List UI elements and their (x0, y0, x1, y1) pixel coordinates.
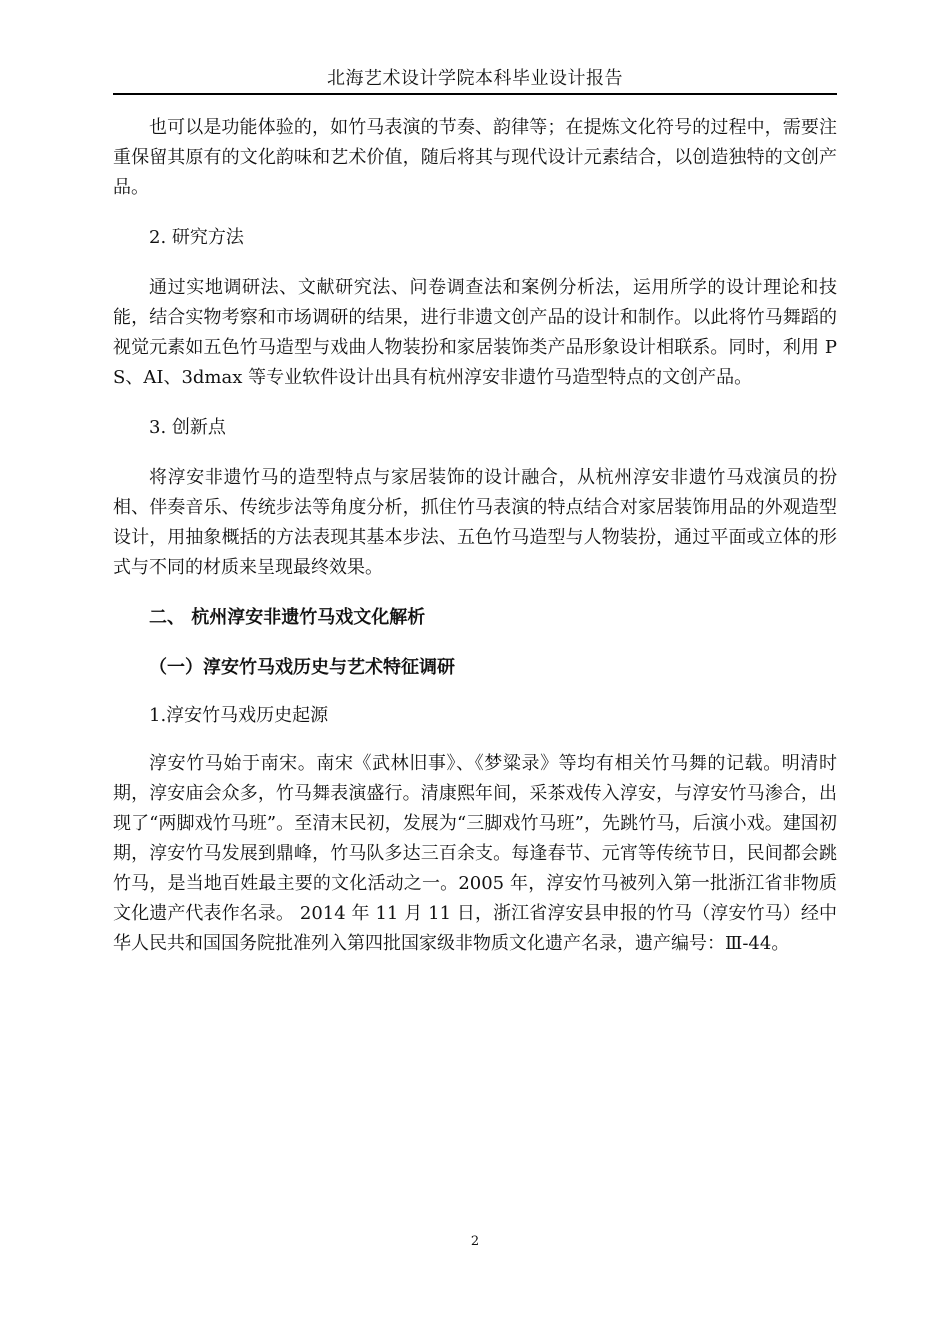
running-header: 北海艺术设计学院本科毕业设计报告 (327, 68, 623, 89)
header-rule (113, 93, 837, 95)
heading-section-2: 二、 杭州淳安非遗竹马戏文化解析 (149, 607, 426, 628)
heading-subsection-1: （一）淳安竹马戏历史与艺术特征调研 (149, 657, 455, 678)
heading-research-method: 2. 研究方法 (149, 227, 244, 248)
heading-history-origin: 1.淳安竹马戏历史起源 (149, 705, 329, 726)
page-number: 2 (470, 1234, 480, 1249)
paragraph-research-method: 通过实地调研法、文献研究法、问卷调查法和案例分析法，运用所学的设计理论和技能，结合实物考察和市场调研的结果，进行非遗文创产品的设计和制作。以此将竹马舞蹈的视觉元素如五色竹马造型与戏曲人物装扮和家居装饰类产品形象设计相联系。同时，利用 PS、AI、3dmax 等专业软件设计出具有杭州淳安非遗竹马造型特点的文创产品。 (113, 277, 837, 388)
paragraph-innovation: 将淳安非遗竹马的造型特点与家居装饰的设计融合，从杭州淳安非遗竹马戏演员的扮相、伴奏音乐、传统步法等角度分析，抓住竹马表演的特点结合对家居装饰用品的外观造型设计，用抽象概括的方法表现其基本步法、五色竹马造型与人物装扮，通过平面或立体的形式与不同的材质来呈现最终效果。 (113, 467, 837, 578)
paragraph-history-origin: 淳安竹马始于南宋。南宋《武林旧事》、《梦粱录》等均有相关竹马舞的记载。明清时期，淳安庙会众多，竹马舞表演盛行。清康熙年间，采茶戏传入淳安，与淳安竹马渗合，出现了“两脚戏竹马班”。至清末民初，发展为“三脚戏竹马班”，先跳竹马，后演小戏。建国初期，淳安竹马发展到鼎峰，竹马队多达三百余支。每逢春节、元宵等传统节日，民间都会跳竹马，是当地百姓最主要的文化活动之一。2005 年，淳安竹马被列入第一批浙江省非物质文化遗产代表作名录。 2014 年 11 月 11 日，浙江省淳安县申报的竹马（淳安竹马）经中华人民共和国国务院批准列入第四批国家级非物质文化遗产名录，遗产编号：Ⅲ-44。 (113, 753, 837, 954)
document-body (113, 113, 837, 959)
paragraph-cultural-symbols: 也可以是功能体验的，如竹马表演的节奏、韵律等；在提炼文化符号的过程中，需要注重保留其原有的文化韵味和艺术价值，随后将其与现代设计元素结合，以创造独特的文创产品。 (113, 117, 837, 198)
heading-innovation: 3. 创新点 (149, 417, 226, 438)
